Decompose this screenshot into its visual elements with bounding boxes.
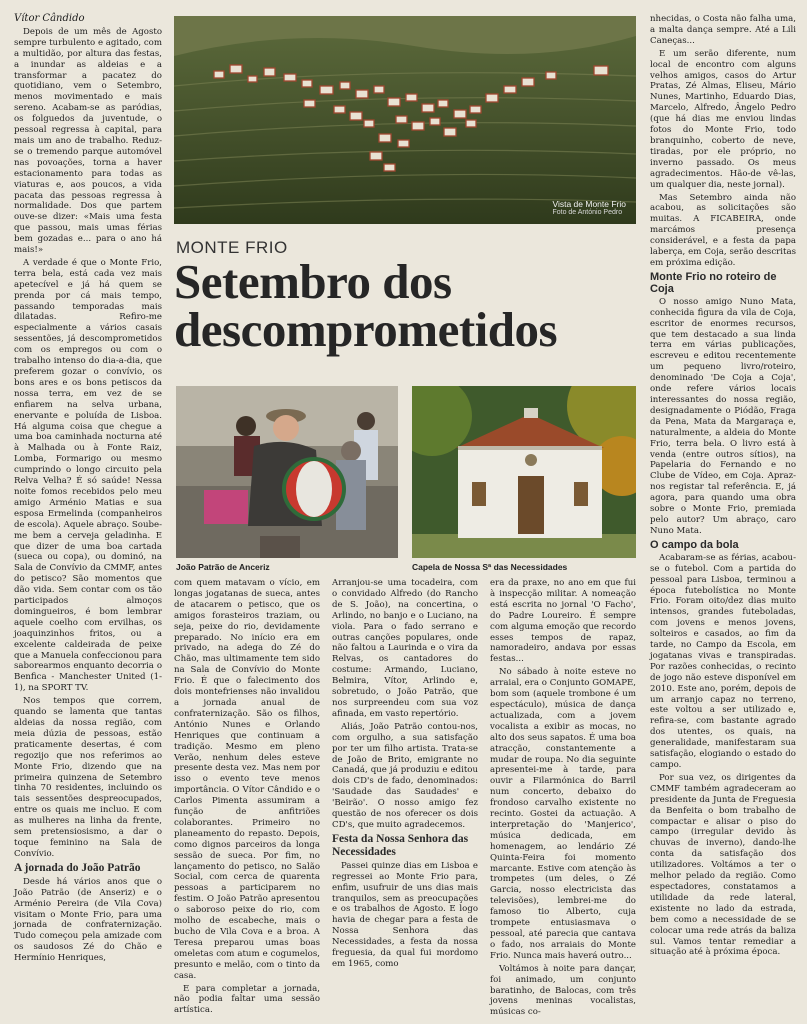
paragraph: O nosso amigo Nuno Mata, conhecida figura da vila de Coja, escritor de enormes recursos, que tem destacado a sua linda terra em várias publicações, escreveu e editou recentemente um pequeno livro/roteiro, denominado 'De Coja a Coja', onde refere vários locais interessantes do nossa região, designadamente o Piódão, Fraga da Pena, Mata da Margaraça e, naturalmente, a aldeia do Monte Frio, terra bela. O livro está à venda (entre outros sítios), na Papelaria do Fernando e no Clube de Vídeo, em Coja. Apraz-nos registar tal referência. E, já agora, para quando uma obra sobre o Monte Frio, premiada pelo autor? Um abraço, caro Nuno Mata. bbox=[650, 296, 796, 536]
photo-monte-frio-view bbox=[174, 16, 636, 224]
section-kicker: MONTE FRIO bbox=[176, 238, 288, 257]
paragraph: Depois de um mês de Agosto sempre turbulento e agitado, com a multidão, por altura das festas, a inundar as aldeias e a transformar a pacatez do quotidiano, vem o Setembro, menos movimentado e mais sereno. Acabam-se as paródias, os folguedos da juventude, o pessoal regressa à capital, para mais um ano de trabalho. Reduz-se o tremendo parque automóvel nas povoações, torna a haver estacionamento para todas as viaturas e, aos poucos, a vida pacata das pessoas regressa à normalidade. Dos que partem ouve-se dizer: «Mais uma festa que passou, mais umas férias bem gozadas e... para o ano há mais!» bbox=[14, 26, 162, 256]
subheading-festa: Festa da Nossa Senhora das Necessidades bbox=[332, 832, 469, 858]
photo-caption-overlay bbox=[552, 199, 626, 216]
subheading-jornada: A jornada do João Patrão bbox=[14, 861, 141, 874]
caption-chapel: Capela de Nossa Sª das Necessidades bbox=[412, 562, 568, 572]
paragraph: nhecidas, o Costa não falha uma, a malta dança sempre. Até a Lili Caneças... bbox=[650, 14, 796, 46]
paragraph: era da praxe, no ano em que fui à inspecção militar. A nomeação está escrita no jornal 'O Facho', do Padre Loureiro. É sempre com alguma emoção que recordo esses tempos de rapaz, namoradeiro, andava por essas festas... bbox=[490, 578, 636, 665]
caption-joao-patrao: João Patrão de Anceriz bbox=[176, 562, 270, 572]
subheading-roteiro: Monte Frio no roteiro de Coja bbox=[650, 270, 777, 295]
photo-caption-title: Vista de Monte Frio bbox=[552, 199, 626, 209]
photo-chapel bbox=[412, 386, 636, 558]
column-5 bbox=[650, 14, 796, 1024]
article-headline: Setembro dos descomprometidos bbox=[174, 254, 558, 357]
chapel-image bbox=[412, 386, 636, 558]
paragraph: A verdade é que o Monte Frio, terra bela, está cada vez mais apetecível e já há quem se prenda por cá mais tempo, passando temporadas mais dilatadas. Refiro-me especialmente a vários casais sessentões, já descomprometidos com os empregos ou com o trabalho intenso do dia-a-dia, que preferem gozar o convívio, os bons ares e os bons petiscos da nossa terra, em vez de se enfiarem na selva urbana, enervante e poluída de Lisboa. Há alguma coisa que chegue a uma boa caminhada nocturna até à Malhada ou à Fonte Raiz, Lomba, Formarigo ou mesmo cumprindo o longo circuito pela Relva Velha? É só saúde! Nessa noite fomos recebidos pelo meu amigo Arménio Matias e sua esposa Ermelinda (companheiros de escola). Aquele abraço. Soube-me bem a cerveja geladinha. E que dizer de uma boa cartada (sueca ou copa), ou dominó, na Sala de Convívio da CMMF, antes do petisco? São momentos que dão vida. Sem contar com os tão participados almoços domingueiros, é bom lembrar aquele coelho com ervilhas, os joaquinzinhos fritos, ou a excelente caldeirada de peixe que a Manuela confeccionou para saborearmos enquanto decorria o Benfica - Manchester United (1-1), na SPORT TV. bbox=[14, 257, 162, 694]
author-byline: Vítor Cândido bbox=[14, 13, 85, 24]
paragraph: Por sua vez, os dirigentes da CMMF também agradeceram ao presidente da Junta de Freguesia da Benfeita o bom trabalho de compactar e alisar o piso do campo (irregular devido às chuvas de inverno), dando-lhe conta da satisfação dos utilizadores. Voltámos a ter o melhor pelado da região. Como espectadores, constatamos a utilidade da rede lateral, existente no lado da estrada, bem como a necessidade de se colocar uma rede atrás da baliza sul. Vamos tentar remediar a situação até à próxima época. bbox=[650, 772, 796, 958]
paragraph: Aliás, João Patrão contou-nos, com orgulho, a sua satisfação por ter um filho artista. Trata-se de João de Brito, emigrante no Canadá, que já produziu e editou dois CD's de fado, denominados: 'Saudade das Saudades' e 'Beirão'. O nosso amigo fez questão de nos oferecer os dois CD's, que muito agradecemos. bbox=[332, 721, 478, 830]
paragraph: E para completar a jornada, não podia faltar uma sessão artística. bbox=[174, 983, 320, 1016]
column-3 bbox=[332, 578, 478, 1024]
column-1 bbox=[14, 14, 162, 1022]
village-landscape-image bbox=[174, 16, 636, 224]
column-4 bbox=[490, 578, 636, 1024]
drummer-image bbox=[176, 386, 398, 558]
paragraph: Arranjou-se uma tocadeira, com o convidado Alfredo (do Rancho de S. João), na concertina, o Arlindo, no banjo e o Luciano, na viola. Para o fado serrano e outras canções populares, onde não faltou a Laurinda e o vira da Relvas, os cantadores do costume: Armando, Luciano, Belmira, Vítor, Arlindo e, sobretudo, o João Patrão, que nos surpreendeu com sua voz afinada, em vasto repertório. bbox=[332, 578, 478, 719]
paragraph: No sábado à noite esteve no arraial, era o Conjunto GOMAPE, bom som (aquele trombone é um espectáculo), música de dança actualizada, com a jovem vocalista a exibir as mocas, no alto dos seus sapatos. É uma boa atracção, constantemente a mudar de roupa. No dia seguinte apresentei-me à tarde, para ouvir a Filarmónica do Barril num concerto, debaixo do frondoso carvalho existente no recinto. Gostei da actuação. A interpretação do 'Manjerico', música dedicada, em homenagem, ao lendário Zé Quinta-Feira foi momento marcante. Estive com atenção às trompetes (um deles, o Zé Garcia, nosso electricista das televisões), lembrei-me do famoso tio Alberto, cuja trompete entusiasmava o pessoal, até parecia que cantava o fado, nos arraiais do Monte Frio. Nunca mais haverá outro... bbox=[490, 667, 636, 961]
photo-credit: Foto de António Pedro bbox=[552, 209, 623, 216]
paragraph: Nos tempos que correm, quando se lamenta que tantas aldeias da nossa região, com meia dúzia de pessoas, estão praticamente desertas, é com regozijo que nos referimos ao Monte Frio, dizendo que na primeira quinzena de Setembro tinha 70 residentes, incluindo os tais sessentões despreocupados, entre os quais me incluo. E com as mulheres na linha da frente, sem pretensiosismo, a dar o toque feminino na Sala de Convívio. bbox=[14, 696, 162, 859]
photo-joao-patrao bbox=[176, 386, 398, 558]
paragraph: Desde há vários anos que o João Patrão (de Anseriz) e o Arménio Pereira (de Vila Cova) visitam o Monte Frio, para uma jornada de confraternização. Tudo começou pela amizade com os saudosos Zé do Chão e Hermínio Henriques, bbox=[14, 876, 162, 964]
column-2 bbox=[174, 578, 320, 1024]
subheading-campo-bola: O campo da bola bbox=[650, 538, 739, 551]
paragraph: Voltámos à noite para dançar, foi animado, um conjunto baratinho, de Balocas, com três jovens meninas vocalistas, músicas co- bbox=[490, 963, 636, 1018]
paragraph: Mas Setembro ainda não acabou, as solicitações são muitas. A FICABEIRA, onde marcámos presença considerável, e a festa da papa laberça, em Coja, serão descritas em próxima edição. bbox=[650, 192, 796, 268]
paragraph: com quem matavam o vício, em longas jogatanas de sueca, antes de atacarem o petisco, que os amigos forasteiros traziam, ou seja, peixe do rio, devidamente preparado. No início era em privado, na adega do Zé do Chão, mas ultimamente tem sido na Sala de Convívio do Monte Frio. É que o falecimento dos dois montefrienses não invalidou a jornada anual de confraternização. São os filhos, António Nunes e Orlando Henriques que continuam a tradição. Mesmo em pleno Verão, nenhum deles esteve presente desta vez. Mas nem por isso o evento teve menos importância. O Vítor Cândido e o Carlos Pimenta assumiram a função de anfitriões colaborantes. Primeiro no planeamento do repasto. Depois, como dignos parceiros da longa sessão de sueca. Por fim, no lançamento do petisco, no Salão Social, com cerca de quarenta pessoas a participarem no festim. O João Patrão apresentou o saboroso peixe do rio, com molho de escabeche, mais o bucho de Vila Cova e a broa. A Teresa preparou umas boas omeletas com atum e cogumelos, presunto e melão, com o tinto da casa. bbox=[174, 578, 320, 981]
paragraph: E um serão diferente, num local de encontro com alguns velhos amigos, casos do Artur Pratas, Zé Almas, Eliseu, Mário Nunes, Martinho, Eduardo Dias, Marcelo, Alfredo, Ângelo Pedro (que há dias me enviou lindas fotos do Monte Frio, todo branquinho, coberto de neve, tiradas, por ele próprio, no inverno passado. Os meus agradecimentos. Hão-de vê-las, um qualquer dia, neste jornal). bbox=[650, 48, 796, 190]
paragraph: Passei quinze dias em Lisboa e regressei ao Monte Frio para, enfim, usufruir de uns dias mais tranquilos, sem as preocupações e os trabalhos de Agosto. E logo havia de chegar para a festa de Nossa Senhora das Necessidades, a festa da nossa freguesia, da qual fui mordomo em 1965, como bbox=[332, 860, 478, 969]
paragraph: Acabaram-se as férias, acabou-se o futebol. Com a partida do pessoal para Lisboa, terminou a época futebolística no Monte Frio. Foram oito/dez dias muito intensos, grandes futeboladas, com jovens e menos jovens, solteiros e casados, ao fim da tarde, no Campo da Escola, em jogatanas vivas e transpiradas. Por razões conhecidas, o recinto de jogo não esteve disponível em 2010. Este ano, porém, depois de um arranjo capaz no terreno, este voltou a ser utilizado e, refira-se, com bastante agrado dos utentes, os quais, na generalidade, manifestaram sua satisfação, elogiando o estado do campo. bbox=[650, 552, 796, 770]
